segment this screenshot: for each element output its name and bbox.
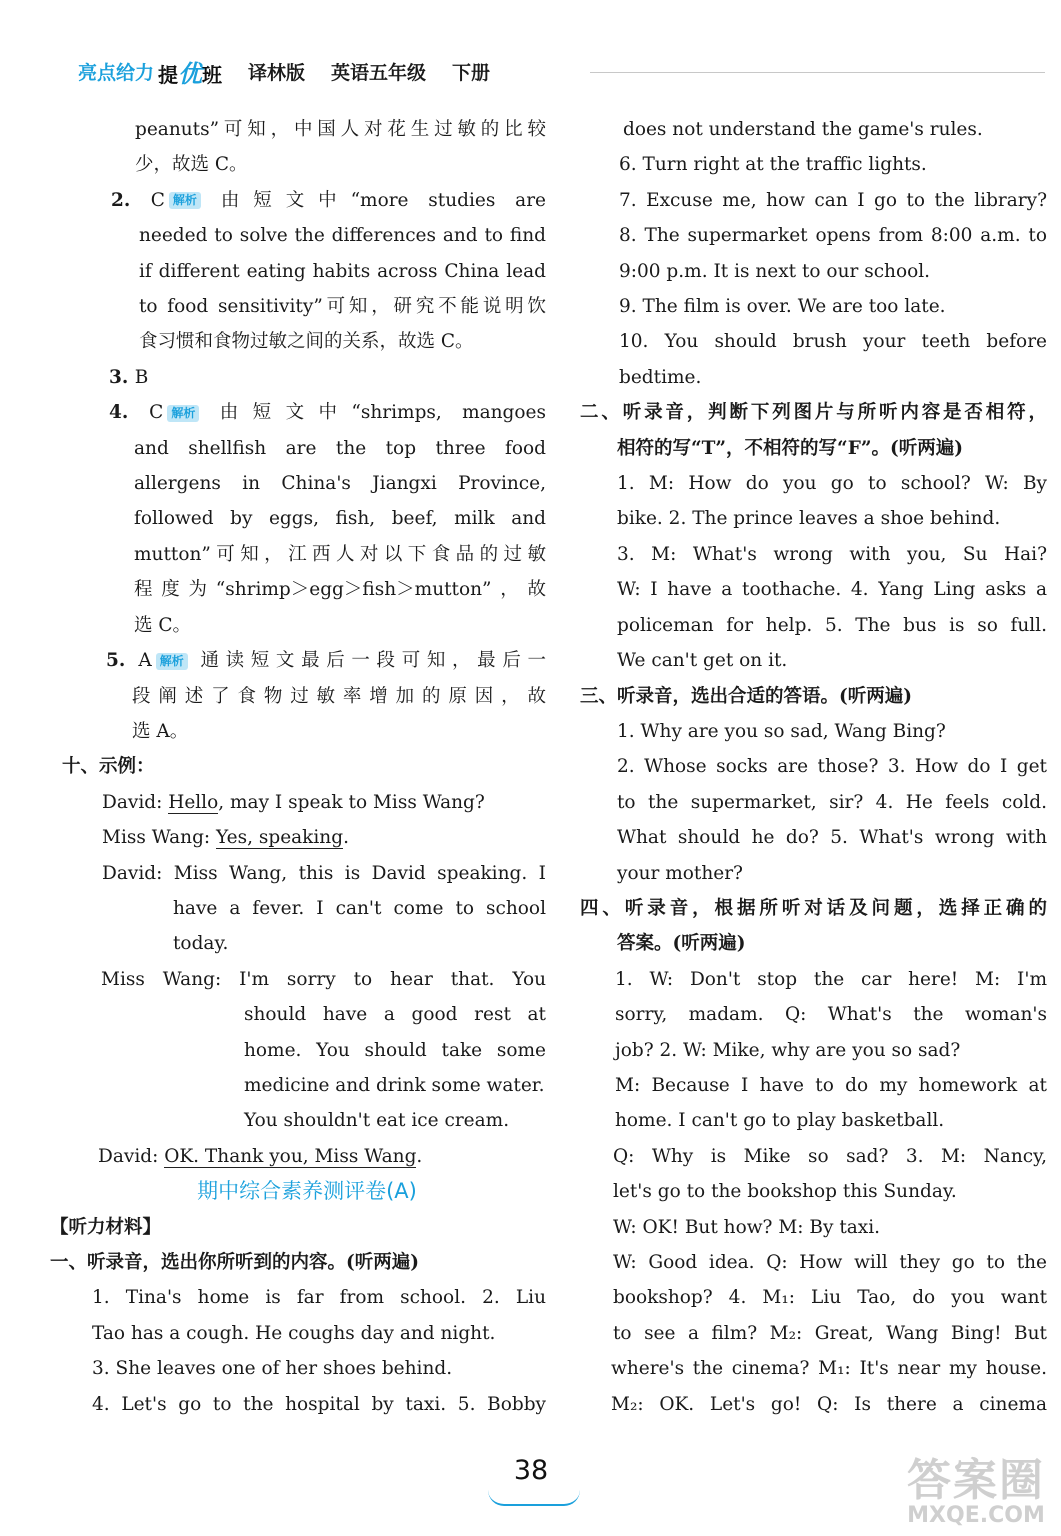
text: 1. M: How do you go to school? W: By bbox=[617, 473, 1047, 495]
text: David: Miss Wang, this is David speaking. I bbox=[102, 862, 546, 884]
text-line bbox=[595, 1351, 1047, 1386]
answer-underlined: Hello bbox=[168, 791, 219, 813]
text: Tao has a cough. He coughs day and night. bbox=[92, 1322, 496, 1344]
text-line bbox=[595, 714, 1047, 749]
text: David: bbox=[98, 1145, 165, 1167]
text-line bbox=[595, 1174, 1047, 1209]
text-line bbox=[595, 1387, 1047, 1422]
section-title: 期中综合素养测评卷(A) bbox=[197, 1179, 417, 1204]
watermark-logo: 答案圈 MXQE.COM bbox=[907, 1455, 1045, 1528]
text-line bbox=[68, 324, 546, 359]
text: let's go to the bookshop this Sunday. bbox=[613, 1181, 957, 1203]
text-line bbox=[595, 1068, 1047, 1103]
text: 9. The film is over. We are too late. bbox=[619, 296, 946, 318]
text-line bbox=[68, 1103, 546, 1138]
left-column bbox=[50, 112, 546, 1422]
text-line bbox=[595, 466, 1047, 501]
text-line bbox=[595, 749, 1047, 784]
text-line bbox=[595, 183, 1047, 218]
text-line bbox=[68, 147, 546, 182]
text: 2. Whose socks are those? 3. How do I get bbox=[617, 756, 1047, 778]
text: Q: Why is Mike so sad? 3. M: Nancy, bbox=[613, 1145, 1047, 1167]
text: your mother? bbox=[617, 862, 743, 884]
text: David: bbox=[102, 791, 169, 813]
text-line bbox=[68, 183, 546, 218]
text-line bbox=[68, 218, 546, 253]
text-line bbox=[50, 1210, 546, 1245]
text-line bbox=[595, 112, 1047, 147]
text: bookshop? 4. M₁: Liu Tao, do you want bbox=[613, 1287, 1047, 1309]
text-line bbox=[68, 856, 546, 891]
answer-underlined: OK. Thank you, Miss Wang bbox=[164, 1145, 417, 1167]
text-line bbox=[580, 891, 1047, 926]
text: 10. You should brush your teeth before bbox=[619, 331, 1047, 353]
text: 【听力材料】 bbox=[50, 1216, 162, 1238]
text: A bbox=[138, 650, 152, 672]
text: 相符的写“T”，不相符的写“F”。(听两遍) bbox=[617, 437, 963, 459]
analysis-tag: 解析 bbox=[167, 405, 199, 422]
text-line bbox=[595, 1033, 1047, 1068]
text-line bbox=[68, 891, 546, 926]
text: 3. M: What's wrong with you, Su Hai? bbox=[617, 543, 1047, 565]
text: should have a good rest at bbox=[244, 1004, 546, 1026]
page-number-swoosh bbox=[488, 1490, 580, 1506]
text-line bbox=[68, 572, 546, 607]
text-line bbox=[595, 537, 1047, 572]
text: 6. Turn right at the traffic lights. bbox=[619, 154, 927, 176]
text-line bbox=[595, 1103, 1047, 1138]
brand-label: 亮点给力 bbox=[78, 61, 155, 84]
text: allergens in China's Jiangxi Province, bbox=[134, 473, 546, 495]
text-line bbox=[50, 1245, 546, 1280]
text-line bbox=[595, 785, 1047, 820]
text: 9:00 p.m. It is next to our school. bbox=[619, 260, 931, 282]
text: 由短文中“shrimps, mangoes bbox=[205, 402, 546, 424]
text: W: OK! But how? M: By taxi. bbox=[613, 1216, 881, 1238]
text-line bbox=[68, 1068, 546, 1103]
answer-underlined: Yes, speaking bbox=[216, 827, 344, 849]
text-line bbox=[68, 997, 546, 1032]
text-line bbox=[595, 608, 1047, 643]
text-line bbox=[68, 537, 546, 572]
text: 1. Why are you so sad, Wang Bing? bbox=[617, 720, 946, 742]
text-line bbox=[68, 714, 546, 749]
text-line bbox=[68, 962, 546, 997]
analysis-tag: 解析 bbox=[169, 192, 201, 209]
volume-label: 下册 bbox=[452, 61, 491, 84]
subject-label: 英语五年级 bbox=[331, 61, 427, 84]
text: 3. She leaves one of her shoes behind. bbox=[92, 1358, 453, 1380]
text: 二、听录音，判断下列图片与所听内容是否相符， bbox=[580, 402, 1047, 424]
page-number: 38 bbox=[513, 1455, 549, 1486]
text: home. You should take some bbox=[244, 1039, 546, 1061]
text-line bbox=[595, 1280, 1047, 1315]
text: 通读短文最后一段可知，最后一 bbox=[193, 650, 546, 672]
text: What should he do? 5. What's wrong with bbox=[617, 827, 1047, 849]
text: does not understand the game's rules. bbox=[623, 119, 983, 140]
text-line bbox=[595, 1139, 1047, 1174]
text: have a fever. I can't come to school bbox=[173, 897, 546, 919]
text-line bbox=[595, 643, 1047, 678]
text: 1. Tina's home is far from school. 2. Liu bbox=[92, 1287, 546, 1309]
text: , may I speak to Miss Wang? bbox=[218, 791, 485, 813]
text-line bbox=[595, 147, 1047, 182]
text: C bbox=[150, 189, 165, 211]
text: W: I have a toothache. 4. Yang Ling asks a bbox=[617, 579, 1047, 601]
text-line bbox=[595, 997, 1047, 1032]
text-line bbox=[595, 289, 1047, 324]
text: W: Good idea. Q: How will they go to the bbox=[613, 1252, 1047, 1273]
header-rule bbox=[590, 72, 1045, 73]
item-number: 4. bbox=[109, 402, 150, 424]
text-line bbox=[68, 926, 546, 961]
text: mutton”可知，江西人对以下食品的过敏 bbox=[134, 543, 546, 565]
text-line bbox=[68, 820, 546, 855]
text: M: Because I have to do my homework at bbox=[615, 1074, 1047, 1096]
text-line bbox=[595, 572, 1047, 607]
text: medicine and drink some water. bbox=[244, 1074, 545, 1096]
text: followed by eggs, fish, beef, milk and bbox=[134, 508, 546, 530]
text: if different eating habits across China lead bbox=[139, 260, 546, 282]
text: Miss Wang: I'm sorry to hear that. You bbox=[101, 968, 546, 990]
text-line bbox=[68, 1316, 546, 1351]
edition-label: 译林版 bbox=[248, 61, 306, 84]
text-line bbox=[68, 112, 546, 147]
book-title: 提优班 bbox=[158, 59, 223, 88]
text: 8. The supermarket opens from 8:00 a.m. to bbox=[619, 225, 1047, 247]
text: C bbox=[149, 402, 164, 424]
text-line bbox=[595, 1316, 1047, 1351]
text-line bbox=[595, 431, 1047, 466]
text-line bbox=[595, 926, 1047, 961]
text-line bbox=[595, 856, 1047, 891]
text-line bbox=[62, 749, 546, 784]
text: You shouldn't eat ice cream. bbox=[244, 1110, 510, 1132]
text-line bbox=[68, 785, 546, 820]
text: home. I can't go to play basketball. bbox=[615, 1110, 945, 1132]
text: needed to solve the differences and to find bbox=[139, 225, 546, 247]
text: peanuts”可知，中国人对花生过敏的比较 bbox=[135, 119, 546, 140]
text-line bbox=[68, 643, 546, 678]
text: 4. Let's go to the hospital by taxi. 5. Bobby bbox=[92, 1393, 546, 1415]
page-header bbox=[78, 56, 490, 86]
text: to see a film? M₂: Great, Wang Bing! But bbox=[613, 1322, 1047, 1344]
text: 食习惯和食物过敏之间的关系，故选 C。 bbox=[139, 331, 474, 353]
text-line bbox=[68, 360, 546, 395]
item-number: 3. bbox=[109, 366, 135, 388]
text: 少，故选 C。 bbox=[135, 154, 248, 176]
text-line bbox=[595, 962, 1047, 997]
text: 一、听录音，选出你所听到的内容。(听两遍) bbox=[50, 1252, 420, 1273]
text: 选 A。 bbox=[132, 720, 189, 742]
text-line bbox=[595, 254, 1047, 289]
text-line bbox=[595, 324, 1047, 359]
text: sorry, madam. Q: What's the woman's bbox=[615, 1004, 1047, 1026]
text-line bbox=[595, 218, 1047, 253]
analysis-tag: 解析 bbox=[156, 653, 188, 670]
text: M₂: OK. Let's go! Q: Is there a cinema bbox=[611, 1393, 1047, 1415]
text-line bbox=[68, 254, 546, 289]
text-line bbox=[68, 1280, 546, 1315]
text-line bbox=[68, 431, 546, 466]
text-line bbox=[595, 1210, 1047, 1245]
text-line bbox=[580, 395, 1047, 430]
text: today. bbox=[173, 933, 229, 955]
text: 四、听录音，根据所听对话及问题，选择正确的 bbox=[580, 897, 1047, 919]
text: and shellfish are the top three food bbox=[134, 437, 546, 459]
text: 三、听录音，选出合适的答语。(听两遍) bbox=[580, 685, 913, 707]
text: Miss Wang: bbox=[102, 827, 217, 849]
text: policeman for help. 5. The bus is so full. bbox=[617, 614, 1047, 636]
text: to food sensitivity”可知，研究不能说明饮 bbox=[139, 296, 546, 318]
text-line bbox=[595, 1245, 1047, 1280]
text: bike. 2. The prince leaves a shoe behind. bbox=[617, 508, 1001, 530]
item-number: 5. bbox=[106, 650, 139, 672]
text-line bbox=[68, 1387, 546, 1422]
text-line bbox=[68, 1033, 546, 1068]
text: 由短文中“more studies are bbox=[206, 189, 546, 211]
text-line bbox=[580, 679, 1047, 714]
item-number: 2. bbox=[111, 189, 151, 211]
text: . bbox=[343, 827, 349, 849]
text: 程度为“shrimp＞egg＞fish＞mutton”，故 bbox=[134, 579, 546, 601]
text: B bbox=[134, 366, 149, 388]
text-line bbox=[68, 1351, 546, 1386]
text-line bbox=[68, 608, 546, 643]
text: . bbox=[416, 1145, 423, 1167]
text-line bbox=[68, 1139, 546, 1174]
text-line bbox=[68, 679, 546, 714]
text: 1. W: Don't stop the car here! M: I'm bbox=[615, 968, 1047, 990]
text-line bbox=[595, 820, 1047, 855]
text-line bbox=[68, 395, 546, 430]
text: 十、示例： bbox=[62, 756, 155, 778]
text: 7. Excuse me, how can I go to the library? bbox=[619, 189, 1047, 211]
text-line bbox=[68, 466, 546, 501]
text: 选 C。 bbox=[134, 614, 192, 636]
text-line bbox=[68, 501, 546, 536]
text: where's the cinema? M₁: It's near my house. bbox=[611, 1358, 1047, 1380]
text: We can't get on it. bbox=[617, 650, 788, 672]
text: 答案。(听两遍) bbox=[617, 933, 746, 955]
text-line bbox=[68, 289, 546, 324]
text-line bbox=[595, 360, 1047, 395]
text: to the supermarket, sir? 4. He feels cold. bbox=[617, 791, 1047, 813]
text: bedtime. bbox=[619, 366, 702, 388]
right-column bbox=[580, 112, 1047, 1422]
text: 段阐述了食物过敏率增加的原因，故 bbox=[132, 685, 546, 707]
text-line bbox=[595, 501, 1047, 536]
text: job? 2. W: Mike, why are you so sad? bbox=[615, 1039, 961, 1061]
